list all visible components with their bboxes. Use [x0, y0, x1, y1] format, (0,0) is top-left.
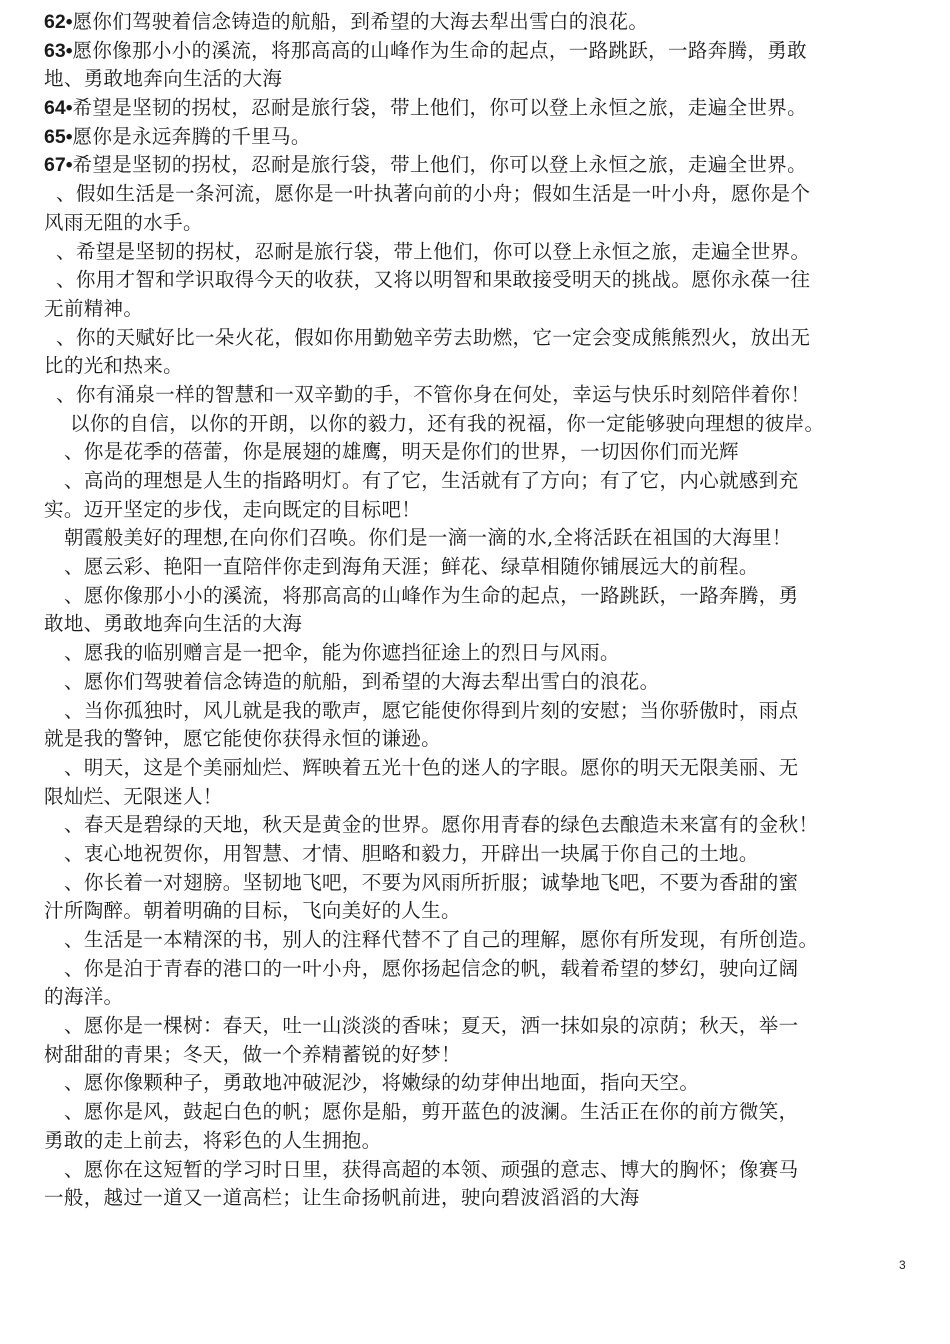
text-line	[44, 1184, 910, 1213]
item-number: 64	[44, 97, 66, 120]
text-line	[44, 983, 910, 1012]
text-line	[44, 926, 910, 955]
line-text: 一般，越过一道又一道高栏；让生命扬帆前进，驶向碧波滔滔的大海	[44, 1186, 640, 1210]
bullet: •	[65, 11, 73, 33]
text-line	[44, 955, 910, 984]
text-line	[44, 524, 910, 553]
text-line	[44, 37, 910, 66]
line-text: 愿你们驾驶着信念铸造的航船，到希望的大海去犁出雪白的浪花。	[72, 10, 649, 33]
text-line	[44, 266, 910, 295]
bullet: •	[65, 154, 73, 177]
line-text: 风雨无阻的水手。	[44, 210, 203, 234]
text-line	[44, 610, 910, 639]
page-number: 3	[899, 1258, 906, 1272]
text-line	[44, 324, 910, 353]
line-text: 、愿你在这短暂的学习时日里，获得高超的本领、顽强的意志、博大的胸怀；像赛马	[64, 1157, 799, 1181]
text-line	[44, 352, 910, 381]
text-line	[44, 65, 910, 94]
text-line	[44, 811, 910, 840]
text-line	[44, 1069, 910, 1098]
text-line	[44, 668, 910, 697]
line-text: 就是我的警钟，愿它能使你获得永恒的谦逊。	[44, 727, 442, 751]
line-text: 、愿你们驾驶着信念铸造的航船，到希望的大海去犁出雪白的浪花。	[64, 669, 660, 693]
text-line	[44, 438, 910, 467]
line-text: 敢地、勇敢地奔向生活的大海	[44, 612, 303, 636]
line-text: 限灿烂、无限迷人！	[44, 784, 223, 808]
text-line	[44, 151, 910, 180]
text-line	[44, 467, 910, 496]
bullet: •	[65, 39, 73, 62]
line-text: 愿你是永远奔腾的千里马。	[72, 124, 311, 148]
line-text: 、你的天赋好比一朵火花，假如你用勤勉辛劳去助燃，它一定会变成熊熊烈火，放出无	[56, 325, 811, 349]
line-text: 、你有涌泉一样的智慧和一双辛勤的手，不管你身在何处，幸运与快乐时刻陪伴着你！	[56, 382, 811, 406]
bullet: •	[65, 97, 73, 120]
line-text: 、当你孤独时，风儿就是我的歌声，愿它能使你得到片刻的安慰；当你骄傲时，雨点	[64, 698, 799, 722]
line-text: 、你是花季的蓓蕾，你是展翅的雄鹰，明天是你们的世界，一切因你们而光辉	[64, 440, 739, 464]
line-text: 愿你像那小小的溪流，将那高高的山峰作为生命的起点，一路跳跃，一路奔腾，勇敢	[72, 38, 807, 62]
text-line	[44, 725, 910, 754]
text-line	[44, 238, 910, 267]
text-line	[44, 783, 910, 812]
line-text: 、生活是一本精深的书，别人的注释代替不了自己的理解，愿你有所发现，有所创造。	[64, 928, 819, 951]
line-text: 、你长着一对翅膀。坚韧地飞吧，不要为风雨所折服；诚挚地飞吧，不要为香甜的蜜	[64, 870, 799, 894]
text-line	[44, 582, 910, 611]
text-line	[44, 381, 910, 410]
line-text: 、春天是碧绿的天地，秋天是黄金的世界。愿你用青春的绿色去酿造未来富有的金秋！	[64, 813, 819, 837]
item-number: 67	[44, 154, 66, 177]
line-text: 的海洋。	[44, 985, 124, 1009]
text-line	[44, 1098, 910, 1127]
text-line	[44, 639, 910, 668]
bullet: •	[65, 125, 73, 148]
line-text: 、希望是坚韧的拐杖，忍耐是旅行袋，带上他们，你可以登上永恒之旅，走遍全世界。	[56, 239, 811, 263]
line-text: 、明天，这是个美丽灿烂、辉映着五光十色的迷人的字眼。愿你的明天无限美丽、无	[64, 755, 799, 779]
line-text: 希望是坚韧的拐杖，忍耐是旅行袋，带上他们，你可以登上永恒之旅，走遍全世界。	[72, 153, 807, 177]
line-text: 、假如生活是一条河流，愿你是一叶执著向前的小舟；假如生活是一叶小舟，愿你是个	[56, 182, 811, 206]
line-text: 、高尚的理想是人生的指路明灯。有了它，生活就有了方向；有了它，内心就感到充	[64, 469, 799, 492]
line-text: 、你用才智和学识取得今天的收获，又将以明智和果敢接受明天的挑战。愿你永葆一往	[56, 268, 811, 292]
line-text: 以你的自信，以你的开朗，以你的毅力，还有我的祝福，你一定能够驶向理想的彼岸。	[70, 411, 825, 435]
text-line	[44, 869, 910, 898]
line-text: 朝霞般美好的理想,在向你们召唤。你们是一滴一滴的水,全将活跃在祖国的大海里！	[64, 526, 792, 550]
text-line	[44, 1127, 910, 1156]
text-line	[44, 123, 910, 152]
line-text: 、愿我的临别赠言是一把伞，能为你遮挡征途上的烈日与风雨。	[64, 641, 620, 665]
line-text: 无前精神。	[44, 296, 144, 320]
line-text: 、你是泊于青春的港口的一叶小舟，愿你扬起信念的帆，载着希望的梦幻，驶向辽阔	[64, 956, 799, 980]
text-line	[44, 1156, 910, 1185]
text-line	[44, 840, 910, 869]
line-text: 、愿你是一棵树：春天，吐一山淡淡的香味；夏天，洒一抹如泉的凉荫；秋天，举一	[64, 1014, 799, 1038]
line-text: 勇敢的走上前去，将彩色的人生拥抱。	[44, 1128, 382, 1152]
line-text: 、愿云彩、艳阳一直陪伴你走到海角天涯；鲜花、绿草相随你铺展远大的前程。	[64, 555, 759, 579]
line-text: 、衷心地祝贺你，用智慧、才情、胆略和毅力，开辟出一块属于你自己的土地。	[64, 841, 759, 865]
item-number: 62	[44, 11, 66, 33]
text-line	[44, 553, 910, 582]
text-line	[44, 697, 910, 726]
text-line	[44, 1012, 910, 1041]
line-text: 树甜甜的青果；冬天，做一个养精蓄锐的好梦！	[44, 1042, 461, 1066]
text-line	[44, 8, 910, 37]
item-number: 65	[44, 125, 66, 148]
line-text: 地、勇敢地奔向生活的大海	[44, 67, 283, 91]
line-text: 、愿你是风，鼓起白色的帆；愿你是船，剪开蓝色的波澜。生活正在你的前方微笑，	[64, 1100, 799, 1124]
text-line	[44, 209, 910, 238]
item-number: 63	[44, 39, 66, 62]
line-text: 、愿你像那小小的溪流，将那高高的山峰作为生命的起点，一路跳跃，一路奔腾，勇	[64, 583, 799, 607]
line-text: 汁所陶醉。朝着明确的目标，飞向美好的人生。	[44, 899, 461, 923]
text-line	[44, 180, 910, 209]
line-text: 、愿你像颗种子，勇敢地冲破泥沙，将嫩绿的幼芽伸出地面，指向天空。	[64, 1071, 700, 1095]
line-text: 实。迈开坚定的步伐，走向既定的目标吧！	[44, 497, 422, 521]
line-text: 比的光和热来。	[44, 354, 183, 378]
text-line	[44, 754, 910, 783]
text-line	[44, 410, 910, 439]
text-line	[44, 496, 910, 525]
text-line	[44, 1041, 910, 1070]
text-line	[44, 897, 910, 926]
text-line	[44, 94, 910, 123]
document-page	[44, 8, 910, 1213]
text-line	[44, 295, 910, 324]
line-text: 希望是坚韧的拐杖，忍耐是旅行袋，带上他们，你可以登上永恒之旅，走遍全世界。	[72, 96, 807, 120]
